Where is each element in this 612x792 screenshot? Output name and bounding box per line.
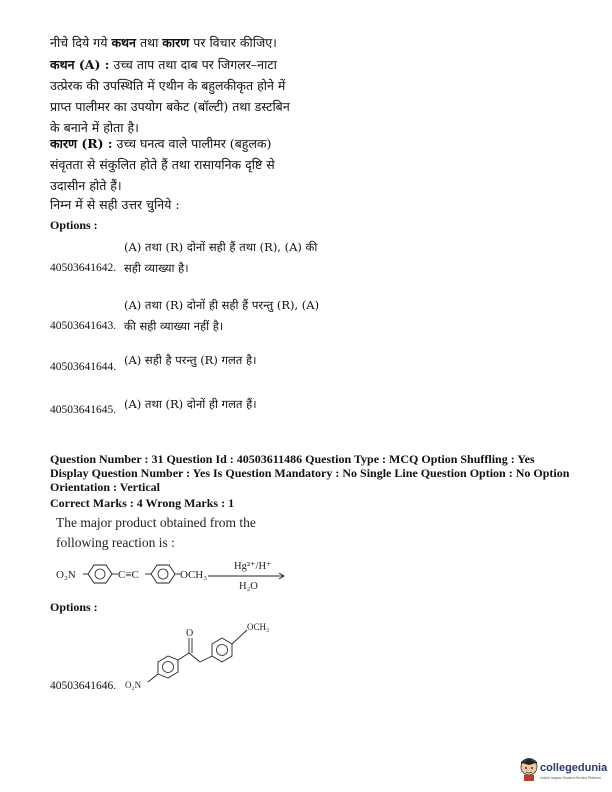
collegedunia-logo [518, 756, 612, 786]
option-1-structure[interactable] [120, 612, 300, 697]
question-option-1-id: 40503641646. [50, 680, 117, 692]
reason-label: कारण (R) : [50, 136, 113, 151]
prev-option-3-id: 40503641644. [50, 361, 117, 373]
prev-option-2-id: 40503641643. [50, 320, 117, 332]
prev-instruction: निम्न में से सही उत्तर चुनिये : [50, 197, 180, 212]
prev-option-2-text[interactable]: (A) तथा (R) दोनों ही सही हैं परन्तु (R), (A) की सही व्याख्या नहीं है। [124, 298, 320, 333]
carbonyl-oxygen-label: O [186, 628, 194, 639]
prev-option-1-id: 40503641642. [50, 262, 117, 274]
prev-option-1-text[interactable]: (A) तथा (R) दोनों सही हैं तथा (R), (A) की सही व्याख्या है। [124, 240, 318, 275]
prev-option-4-id: 40503641645. [50, 404, 117, 416]
logo-name: collegedunia [540, 762, 608, 774]
question-options-label: Options : [50, 600, 98, 614]
alkyne-label: C≡C [118, 569, 139, 581]
prev-options-label: Options : [50, 218, 98, 232]
benzene-ring-right [151, 565, 175, 583]
prev-option-3-text[interactable]: (A) सही है परन्तु (R) गलत है। [124, 353, 257, 367]
nitro-group-label: O₂N [56, 569, 76, 581]
product-ring-left [158, 656, 178, 678]
question-metadata: Question Number : 31 Question Id : 40503611486 Question Type : MCQ Option Shuffling : Yes Display Question Number : Yes Is Question Mandatory : No Single Line Question Option : No Option Orientation : Vertical Correct Marks : 4 Wrong Marks : 1 [50, 452, 570, 510]
prev-option-4-text[interactable]: (A) तथा (R) दोनों ही गलत हैं। [124, 397, 257, 411]
product-ring-right [212, 638, 232, 662]
reason-block: कारण (R) : उच्च घनत्व वाले पालीमर (बहुलक) संवृतता से संकुलित होते हैं तथा रासायनिक दृष्टि से उदासीन होते हैं। [50, 136, 275, 193]
product-nitro-label: O₂N [125, 680, 142, 690]
prev-question-intro: नीचे दिये गये कथन तथा कारण पर विचार कीजिए। [50, 35, 277, 50]
assertion-block: कथन (A) : उच्च ताप तथा दाब पर जिगलर–नाटा उत्प्रेरक की उपस्थिति में एथीन के बहुलकीकृत होने में प्राप्त पालीमर का उपयोग बकेट (बॉल्टी) तथा डस्टबिन के बनाने में होता है। [50, 57, 290, 135]
student-avatar-icon [518, 756, 540, 782]
benzene-ring-left [88, 565, 112, 583]
product-methoxy-label: OCH₃ [247, 622, 270, 632]
logo-tagline: India's largest Student Review Platform [540, 776, 601, 780]
reagent-top: Hg²⁺/H⁺ [234, 561, 272, 572]
reaction-scheme [56, 556, 306, 596]
reagent-bottom: H₂O [239, 581, 258, 592]
methoxy-label: OCH₃ [180, 569, 208, 581]
question-text: The major product obtained from the following reaction is : [56, 515, 256, 550]
assertion-label: कथन (A) : [50, 57, 110, 72]
